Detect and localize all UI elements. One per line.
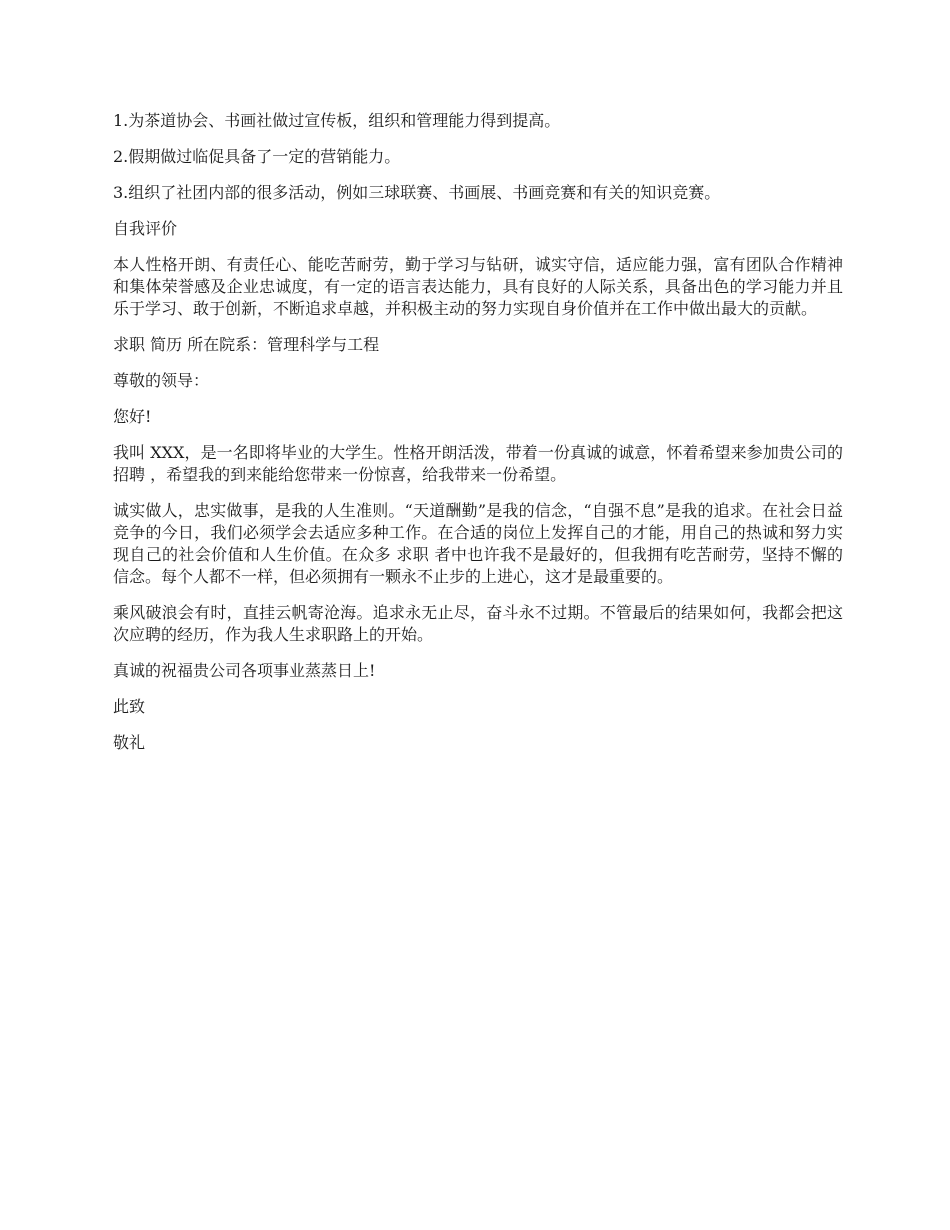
self-evaluation-heading: 自我评价: [113, 219, 178, 238]
experience-item-1: 1.为茶道协会、书画社做过宣传板，组织和管理能力得到提高。: [113, 111, 561, 130]
self-evaluation-text: 本人性格开朗、有责任心、能吃苦耐劳，勤于学习与钻研，诚实守信，适应能力强，富有团队合作精神和集体荣誉感及企业忠诚度，有一定的语言表达能力，具有良好的人际关系，具备出色的学习能力并且乐于学习、敢于创新，不断追求卓越，并积极主动的努力实现自身价值并在工作中做出最大的贡献。: [113, 255, 843, 318]
intro-paragraph: 我叫 XXX，是一名即将毕业的大学生。性格开朗活泼，带着一份真诚的诚意，怀着希望来参加贵公司的 招聘 ，希望我的到来能给您带来一份惊喜，给我带来一份希望。: [113, 443, 843, 484]
closing-phrase: 此致: [113, 697, 146, 716]
experience-item-2: 2.假期做过临促具备了一定的营销能力。: [113, 147, 401, 166]
principles-paragraph: 诚实做人，忠实做事，是我的人生准则。“天道酬勤”是我的信念，“自强不息”是我的追求。在社会日益竞争的今日，我们必须学会去适应多种工作。在合适的岗位上发挥自己的才能，用自己的热诚和努力实现自己的社会价值和人生价值。在众多 求职 者中也许我不是最好的，但我拥有吃苦耐劳，坚持不懈的信念。每个人都不一样，但必须拥有一颗永不止步的上进心，这才是最重要的。: [113, 501, 843, 586]
document-page: [113, 110, 843, 768]
salutation: 尊敬的领导：: [113, 371, 210, 390]
closing-paragraph: 乘风破浪会有时，直挂云帆寄沧海。追求永无止尽，奋斗永不过期。不管最后的结果如何，我都会把这次应聘的经历，作为我人生求职路上的开始。: [113, 603, 843, 644]
experience-item-3: 3.组织了社团内部的很多活动，例如三球联赛、书画展、书画竞赛和有关的知识竞赛。: [113, 183, 721, 202]
department-line: 求职 简历 所在院系：管理科学与工程: [113, 335, 380, 354]
wishes-line: 真诚的祝福贵公司各项事业蒸蒸日上!: [113, 661, 376, 680]
greeting: 您好!: [113, 407, 152, 426]
regards: 敬礼: [113, 733, 146, 752]
